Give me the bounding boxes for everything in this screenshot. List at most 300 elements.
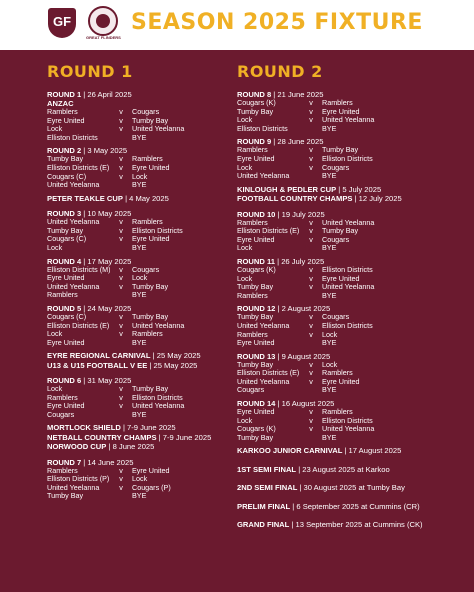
event-separator: | [336, 184, 343, 194]
away-team: Ramblers [132, 218, 163, 227]
round-date: 24 May 2025 [87, 303, 132, 313]
versus: v [119, 124, 123, 134]
match-row [47, 266, 227, 275]
home-team: Ramblers [47, 108, 78, 116]
round-label: ROUND 2 [47, 146, 82, 156]
versus: v [309, 368, 313, 378]
home-team: Eyre United [47, 116, 85, 125]
home-team: Cougars (C) [47, 172, 87, 181]
away-team: Ramblers [132, 330, 163, 339]
round-date: 19 July 2025 [281, 209, 325, 219]
versus: v [119, 162, 123, 172]
round-label: ROUND 11 [237, 256, 275, 266]
round-label: ROUND 3 [47, 209, 82, 219]
event-line [237, 483, 437, 492]
home-team: Eyre United [237, 339, 275, 348]
round-date: 21 June 2025 [277, 90, 324, 99]
home-team: Eyre United [47, 402, 85, 411]
home-team: Elliston Districts (E) [47, 321, 110, 330]
round-separator: | [274, 256, 282, 266]
round-block [237, 210, 437, 253]
home-team: Cougars (K) [237, 425, 276, 434]
match-row [47, 402, 227, 411]
round-title [47, 458, 227, 467]
round-title [237, 399, 437, 408]
away-team: United Yeelanna [322, 425, 375, 434]
versus [300, 386, 322, 395]
event-date: 12 July 2025 [358, 194, 402, 204]
round-separator: | [271, 90, 278, 99]
event-separator: | [289, 520, 296, 530]
event-date: 6 September 2025 at Cummins (CR) [296, 501, 420, 511]
round-date: 16 August 2025 [281, 399, 335, 409]
away-team: BYE [322, 172, 337, 181]
away-team: Tumby Bay [322, 227, 359, 236]
home-team: Ramblers [47, 393, 78, 402]
versus: v [119, 482, 123, 492]
round-subtitle [47, 99, 227, 108]
home-team: United Yeelanna [237, 172, 290, 181]
versus: v [309, 320, 313, 330]
home-team: Elliston Districts [237, 124, 288, 133]
versus: v [119, 320, 123, 330]
event-separator: | [352, 194, 359, 204]
round-label: ROUND 5 [47, 303, 82, 313]
away-team: United Yeelanna [322, 218, 375, 227]
event-line [47, 194, 227, 203]
event-separator: | [296, 464, 303, 474]
home-team: Lock [47, 385, 63, 394]
versus: v [119, 465, 123, 475]
event-line [237, 446, 437, 455]
round-date: 9 August 2025 [281, 351, 331, 361]
home-team: United Yeelanna [237, 321, 290, 330]
round-block [47, 146, 227, 189]
home-team: Elliston Districts (M) [47, 265, 110, 274]
event-label: MORTLOCK SHIELD [47, 423, 121, 433]
away-team: Cougars [132, 108, 160, 116]
round-label: ROUND 4 [47, 256, 82, 266]
round-separator: | [271, 137, 278, 147]
home-team: Tumby Bay [47, 155, 84, 164]
event-separator: | [342, 446, 349, 456]
event-line [237, 194, 437, 203]
versus: v [309, 273, 313, 283]
round-block [47, 304, 227, 347]
great-flinders-logo-text: GREAT FLINDERS [86, 35, 121, 40]
versus: v [119, 154, 123, 164]
event-date: 25 May 2025 [156, 351, 201, 361]
home-team: Lock [47, 330, 63, 339]
round-separator: | [275, 399, 282, 409]
match-row [237, 339, 437, 348]
round-label: ROUND 6 [47, 376, 82, 386]
versus: v [309, 407, 313, 417]
event-block [237, 502, 437, 511]
round-date: 26 July 2025 [281, 256, 325, 266]
round-date: 2 August 2025 [281, 304, 331, 314]
event-date: 30 August 2025 at Tumby Bay [303, 483, 405, 493]
versus: v [309, 329, 313, 339]
away-team: Eyre United [322, 107, 360, 116]
event-block [237, 520, 437, 529]
away-team: Eyre United [132, 466, 170, 475]
round-block [47, 209, 227, 252]
home-team: United Yeelanna [47, 181, 100, 190]
away-team: United Yeelanna [132, 125, 185, 134]
event-label: KINLOUGH & PEDLER CUP [237, 184, 337, 194]
versus [110, 181, 132, 190]
round-date: 26 April 2025 [87, 90, 132, 99]
match-row [47, 117, 227, 126]
round-block [47, 90, 227, 142]
versus: v [119, 281, 123, 291]
match-row [237, 244, 437, 253]
away-team: Elliston Districts [132, 393, 183, 402]
home-team: Lock [237, 163, 253, 172]
away-team: Eyre United [132, 163, 170, 172]
home-team: Eyre United [47, 338, 85, 347]
event-block [237, 483, 437, 492]
home-team: United Yeelanna [237, 377, 290, 386]
round-block [237, 399, 437, 442]
round-label: ROUND 9 [237, 137, 272, 147]
versus: v [309, 145, 313, 155]
away-team: Tumby Bay [132, 385, 169, 394]
home-team: Elliston Districts (E) [237, 227, 300, 236]
round-separator: | [81, 303, 88, 313]
versus: v [119, 171, 123, 181]
away-team: United Yeelanna [322, 116, 375, 125]
home-team: Tumby Bay [47, 226, 84, 235]
event-separator: | [156, 432, 163, 442]
home-team: Ramblers [237, 291, 268, 300]
event-label: 1ST SEMI FINAL [237, 464, 297, 474]
event-separator: | [147, 360, 154, 370]
away-team: BYE [322, 339, 337, 348]
column-heading: ROUND 2 [237, 62, 323, 81]
match-row [237, 292, 437, 301]
versus: v [119, 329, 123, 339]
match-row [47, 218, 227, 227]
home-team: Cougars (K) [237, 265, 276, 274]
away-team: Cougars (P) [132, 483, 171, 492]
round-title [47, 146, 227, 155]
match-row [47, 173, 227, 182]
round-title [47, 304, 227, 313]
match-row [47, 339, 227, 348]
away-team: Cougars [322, 313, 350, 322]
home-team: Tumby Bay [237, 360, 274, 369]
round-block [47, 376, 227, 419]
away-team: Tumby Bay [132, 312, 169, 321]
gf-logo: GF [48, 8, 76, 38]
round-title [237, 352, 437, 361]
away-team: Elliston Districts [322, 416, 373, 425]
column-heading: ROUND 1 [47, 62, 133, 81]
away-team: Cougars [322, 163, 350, 172]
versus [300, 434, 322, 443]
versus: v [119, 217, 123, 227]
round-title [47, 90, 227, 99]
versus [110, 339, 132, 348]
round-block [47, 257, 227, 300]
away-team: Lock [322, 330, 338, 339]
round-date: 10 May 2025 [87, 209, 132, 219]
match-row [47, 283, 227, 292]
match-row [237, 164, 437, 173]
round-date: 17 May 2025 [87, 256, 132, 266]
match-row [237, 219, 437, 228]
versus [300, 125, 322, 134]
versus: v [309, 376, 313, 386]
match-row [237, 378, 437, 387]
home-team: United Yeelanna [47, 483, 100, 492]
round-block [237, 304, 437, 347]
round-title [237, 257, 437, 266]
versus [300, 292, 322, 301]
home-team: Cougars (C) [47, 312, 87, 321]
match-row [237, 146, 437, 155]
round-date: 31 May 2025 [87, 376, 132, 386]
round-label: ROUND 12 [237, 304, 276, 314]
round-separator: | [81, 256, 88, 266]
versus: v [309, 359, 313, 369]
away-team: Ramblers [132, 155, 163, 164]
event-date: 25 May 2025 [153, 360, 198, 370]
home-team: Cougars (K) [237, 99, 276, 107]
versus: v [119, 107, 123, 116]
away-team: Elliston Districts [322, 265, 373, 274]
event-line [47, 361, 227, 370]
match-row [237, 386, 437, 395]
event-line [237, 502, 437, 511]
away-team: Cougars [322, 235, 350, 244]
versus: v [119, 392, 123, 402]
round-block [237, 137, 437, 180]
round-label: ROUND 8 [237, 90, 272, 99]
away-team: BYE [132, 133, 147, 142]
away-team: BYE [132, 492, 147, 501]
round-separator: | [81, 209, 88, 219]
round-block [237, 257, 437, 300]
versus: v [309, 162, 313, 172]
match-row [47, 394, 227, 403]
away-team: BYE [322, 291, 337, 300]
event-block [47, 423, 227, 451]
match-row [47, 492, 227, 501]
round-separator: | [275, 209, 282, 219]
match-row [47, 484, 227, 493]
away-team: Eyre United [322, 274, 360, 283]
match-row [237, 116, 437, 125]
event-block [237, 185, 437, 204]
home-team: Lock [237, 116, 253, 125]
match-row [237, 369, 437, 378]
round-title [47, 209, 227, 218]
match-row [47, 467, 227, 476]
away-team: BYE [322, 124, 337, 133]
event-date: 4 May 2025 [129, 193, 169, 203]
versus: v [309, 115, 313, 125]
match-row [237, 227, 437, 236]
crest-icon [88, 6, 118, 36]
away-team: United Yeelanna [132, 402, 185, 411]
versus [110, 291, 132, 300]
round-label: ROUND 7 [47, 457, 82, 467]
match-row [237, 108, 437, 117]
event-date: 8 June 2025 [112, 442, 155, 452]
round-separator: | [81, 457, 88, 467]
event-label: PETER TEAKLE CUP [47, 193, 123, 203]
right-column [237, 62, 437, 538]
round-label: ROUND 10 [237, 209, 276, 219]
versus: v [309, 264, 313, 274]
match-row [237, 125, 437, 134]
versus: v [119, 234, 123, 244]
event-label: EYRE REGIONAL CARNIVAL [47, 351, 151, 361]
home-team: Cougars [47, 410, 75, 419]
away-team: Elliston Districts [322, 154, 373, 163]
match-row [47, 244, 227, 253]
versus [110, 411, 132, 420]
away-team: Lock [322, 360, 338, 369]
versus: v [119, 474, 123, 484]
away-team: Tumby Bay [132, 282, 169, 291]
round-title [237, 210, 437, 219]
home-team: Elliston Districts (P) [47, 475, 110, 484]
home-team: Ramblers [237, 146, 268, 155]
round-separator: | [81, 146, 88, 156]
match-row [47, 134, 227, 143]
versus: v [309, 217, 313, 227]
match-row [237, 313, 437, 322]
header-bar [0, 0, 474, 50]
round-title [47, 257, 227, 266]
event-line [237, 520, 437, 529]
versus: v [119, 264, 123, 274]
away-team: BYE [322, 386, 337, 395]
left-column [47, 62, 227, 505]
round-title [47, 376, 227, 385]
versus: v [119, 225, 123, 235]
home-team: United Yeelanna [47, 218, 100, 227]
great-flinders-logo [86, 6, 120, 42]
match-row [237, 99, 437, 108]
event-line [237, 465, 437, 474]
event-date: 7-9 June 2025 [127, 423, 176, 433]
home-team: Elliston Districts [47, 133, 98, 142]
versus: v [309, 234, 313, 244]
away-team: Lock [132, 274, 148, 283]
away-team: BYE [132, 291, 147, 300]
match-row [47, 235, 227, 244]
event-line [47, 433, 227, 442]
event-label: GRAND FINAL [237, 520, 290, 530]
match-row [237, 155, 437, 164]
home-team: Lock [237, 416, 253, 425]
round-separator: | [81, 376, 88, 386]
home-team: Tumby Bay [237, 283, 274, 292]
round-block [237, 90, 437, 133]
versus: v [309, 282, 313, 292]
event-label: PRELIM FINAL [237, 501, 291, 511]
away-team: Tumby Bay [132, 116, 169, 125]
round-date: 3 May 2025 [87, 146, 128, 156]
event-block [237, 465, 437, 474]
round-separator: | [275, 351, 282, 361]
versus: v [309, 312, 313, 322]
match-row [237, 266, 437, 275]
event-separator: | [290, 501, 297, 511]
home-team: Ramblers [47, 466, 78, 475]
match-row [47, 125, 227, 134]
match-row [47, 313, 227, 322]
round-title [237, 304, 437, 313]
versus [300, 244, 322, 253]
round-label: ROUND 1 [47, 90, 82, 99]
match-row [237, 434, 437, 443]
match-row [47, 155, 227, 164]
match-row [237, 417, 437, 426]
round-label: ROUND 13 [237, 351, 276, 361]
home-team: Elliston Districts (E) [47, 163, 110, 172]
match-row [237, 275, 437, 284]
event-date: 13 September 2025 at Cummins (CK) [295, 520, 423, 530]
away-team: United Yeelanna [322, 283, 375, 292]
event-label: 2ND SEMI FINAL [237, 483, 298, 493]
round-block [237, 352, 437, 395]
away-team: BYE [132, 243, 147, 252]
versus [300, 172, 322, 181]
event-separator: | [120, 423, 128, 433]
away-team: BYE [132, 338, 147, 347]
event-line [47, 423, 227, 432]
event-separator: | [106, 442, 113, 452]
event-block [237, 446, 437, 455]
match-row [47, 181, 227, 190]
home-team: Eyre United [237, 408, 275, 417]
event-line [47, 351, 227, 360]
round-title [237, 137, 437, 146]
versus: v [309, 424, 313, 434]
versus: v [119, 384, 123, 394]
home-team: Lock [47, 243, 63, 252]
event-separator: | [122, 193, 130, 203]
away-team: Lock [132, 475, 148, 484]
match-row [237, 361, 437, 370]
event-label: U13 & U15 FOOTBALL V EE [47, 360, 148, 370]
match-row [237, 283, 437, 292]
event-date: 17 August 2025 [348, 446, 402, 456]
home-team: Eyre United [237, 154, 275, 163]
home-team: Ramblers [47, 291, 78, 300]
page-title: SEASON 2025 FIXTURE [131, 10, 423, 35]
round-label: ROUND 14 [237, 399, 276, 409]
match-row [237, 408, 437, 417]
match-row [237, 425, 437, 434]
match-row [237, 172, 437, 181]
away-team: Eyre United [132, 235, 170, 244]
versus: v [119, 401, 123, 411]
away-team: BYE [322, 433, 337, 442]
versus: v [119, 273, 123, 283]
home-team: Tumby Bay [237, 107, 274, 116]
versus: v [309, 98, 313, 107]
match-row [47, 322, 227, 331]
match-row [47, 291, 227, 300]
round-separator: | [275, 304, 282, 314]
